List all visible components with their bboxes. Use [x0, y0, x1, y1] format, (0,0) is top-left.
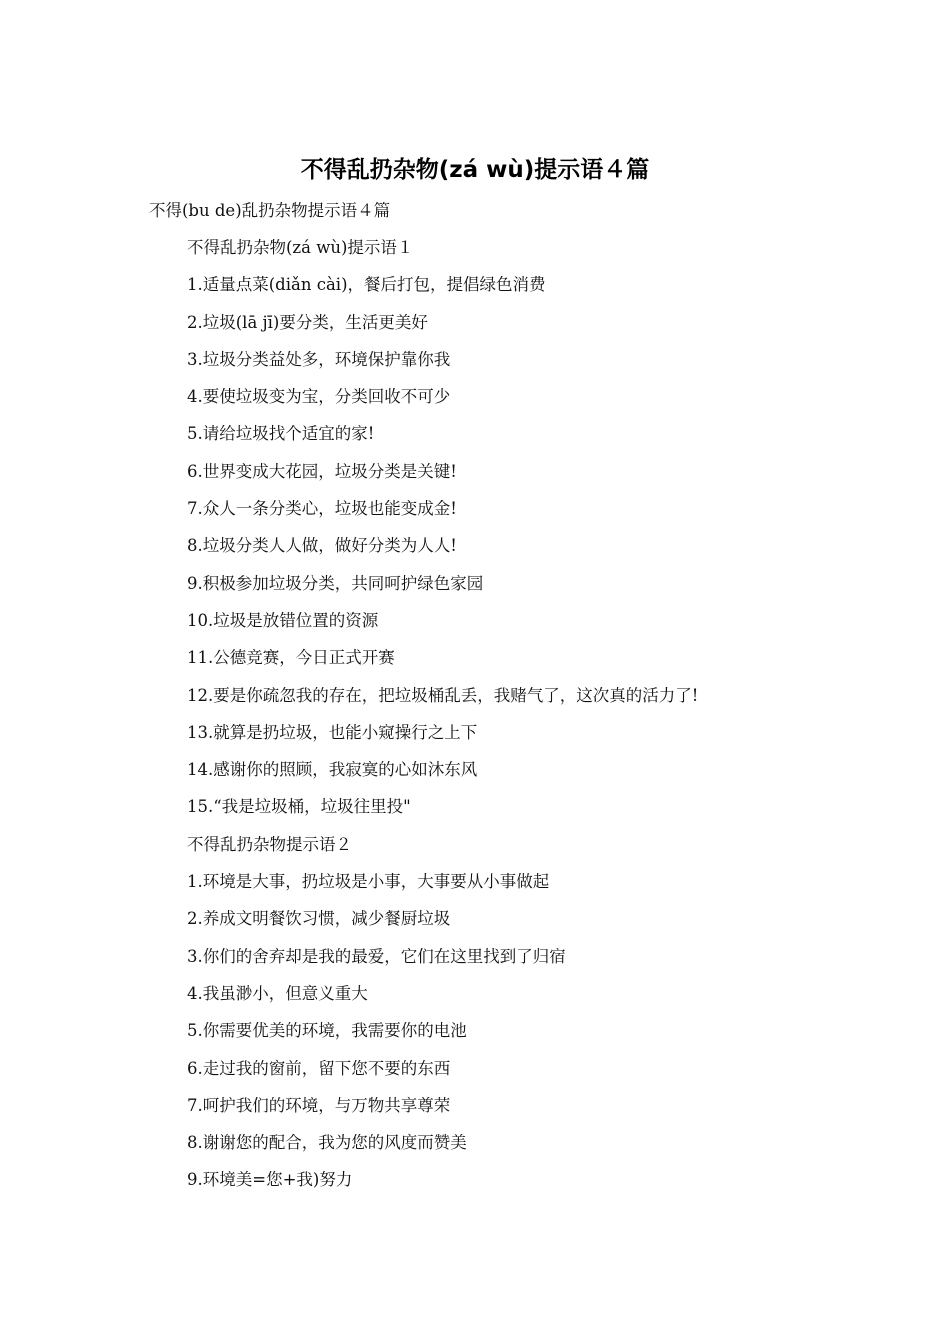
list-item: 3.你们的舍弃却是我的最爱，它们在这里找到了归宿: [187, 946, 566, 966]
list-item: 8.谢谢您的配合，我为您的风度而赞美: [187, 1133, 467, 1153]
list-item: 4.要使垃圾变为宝，分类回收不可少: [187, 387, 451, 407]
list-item: 5.请给垃圾找个适宜的家!: [187, 424, 375, 444]
list-item: 12.要是你疏忽我的存在，把垃圾桶乱丢，我赌气了，这次真的活力了!: [187, 685, 699, 705]
list-item: 3.垃圾分类益处多，环境保护靠你我: [187, 349, 451, 369]
list-item: 1.适量点菜(diǎn cài)，餐后打包，提倡绿色消费: [187, 275, 546, 295]
list-item: 2.垃圾(lā jī)要分类，生活更美好: [187, 312, 428, 332]
list-item: 7.呵护我们的环境，与万物共享尊荣: [187, 1095, 451, 1115]
section-heading: 不得乱扔杂物提示语２: [187, 834, 352, 854]
list-item: 6.走过我的窗前，留下您不要的东西: [187, 1058, 451, 1078]
list-item: 8.垃圾分类人人做，做好分类为人人!: [187, 536, 457, 556]
list-item: 7.众人一条分类心，垃圾也能变成金!: [187, 499, 457, 519]
section-heading: 不得乱扔杂物(zá wù)提示语１: [187, 238, 414, 257]
document-title: 不得乱扔杂物(zá wù)提示语４篇: [300, 157, 650, 183]
list-item: 10.垃圾是放错位置的资源: [187, 610, 379, 630]
list-item: 1.环境是大事，扔垃圾是小事，大事要从小事做起: [187, 872, 550, 892]
list-item: 4.我虽渺小，但意义重大: [187, 983, 368, 1003]
list-item: 5.你需要优美的环境，我需要你的电池: [187, 1021, 467, 1041]
list-item: 13.就算是扔垃圾，也能小窥操行之上下: [187, 722, 478, 742]
list-item: 15.“我是垃圾桶，垃圾往里投": [187, 797, 411, 817]
list-item: 9.积极参加垃圾分类，共同呵护绿色家园: [187, 573, 484, 593]
list-item: 14.感谢你的照顾，我寂寞的心如沐东风: [187, 760, 478, 780]
list-item: 6.世界变成大花园，垃圾分类是关键!: [187, 461, 457, 481]
list-item: 11.公德竞赛，今日正式开赛: [187, 648, 395, 668]
list-item: 2.养成文明餐饮习惯，减少餐厨垃圾: [187, 909, 451, 929]
document-subtitle: 不得(bu de)乱扔杂物提示语４篇: [149, 201, 391, 220]
list-item: 9.环境美=您+我)努力: [187, 1170, 353, 1190]
document-body: [187, 234, 887, 1204]
